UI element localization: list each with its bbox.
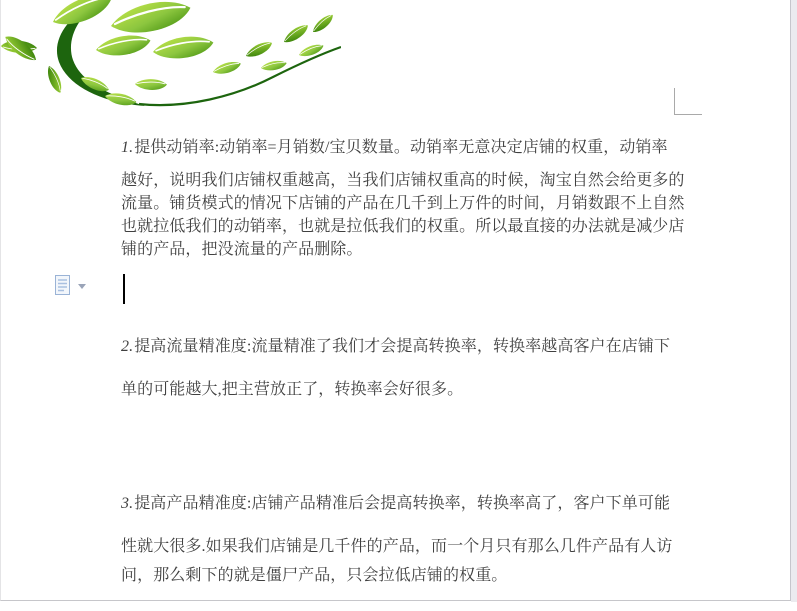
line-text: 性就大很多.如果我们店铺是几千件的产品，而一个月只有那么几件产品有人访: [121, 538, 673, 555]
doc-line-p3-2[interactable]: [121, 538, 673, 556]
page-edge-strip: [791, 0, 797, 602]
list-number: 1.: [121, 139, 134, 156]
doc-line-p3-3[interactable]: [121, 567, 507, 585]
doc-line-p2-1[interactable]: [121, 338, 670, 356]
doc-line-p1-2[interactable]: [121, 172, 685, 190]
text-cursor: [123, 274, 125, 304]
doc-line-p2-2[interactable]: [121, 381, 463, 399]
doc-line-p1-1[interactable]: [121, 139, 668, 157]
line-text: 问，那么剩下的就是僵尸产品，只会拉低店铺的权重。: [121, 567, 508, 584]
clipboard-paste-icon: [55, 275, 72, 297]
doc-line-p3-1[interactable]: [121, 495, 670, 513]
line-text: 提高流量精准度:流量精准了我们才会提高转换率，转换率越高客户在店铺下: [134, 338, 671, 355]
list-number: 3.: [121, 495, 134, 512]
doc-line-p1-3[interactable]: [121, 195, 685, 213]
line-text: 提高产品精准度:店铺产品精准后会提高转换率，转换率高了，客户下单可能: [134, 495, 671, 512]
line-text: 单的可能越大,把主营放正了，转换率会好很多。: [121, 381, 464, 398]
list-number: 2.: [121, 338, 134, 355]
line-text: 越好，说明我们店铺权重越高，当我们店铺权重高的时候，淘宝自然会给更多的: [121, 172, 685, 189]
leaf-branch-icon: [1, 0, 341, 118]
line-text: 流量。铺货模式的情况下店铺的产品在几千到上万件的时间，月销数跟不上自然: [121, 195, 685, 212]
green-leaf-branch-graphic: [1, 0, 341, 118]
paste-options-button[interactable]: [53, 273, 87, 299]
line-text: 也就拉低我们的动销率，也就是拉低我们的权重。所以最直接的办法就是减少店: [121, 218, 685, 235]
chevron-down-icon: [78, 284, 86, 289]
doc-line-p1-5[interactable]: [121, 241, 363, 259]
text-boundary-corner-mark: [674, 88, 702, 115]
doc-line-p1-4[interactable]: [121, 218, 685, 236]
line-text: 提供动销率:动销率=月销数/宝贝数量。动销率无意决定店铺的权重，动销率: [134, 139, 668, 156]
line-text: 铺的产品，把没流量的产品删除。: [121, 241, 363, 258]
